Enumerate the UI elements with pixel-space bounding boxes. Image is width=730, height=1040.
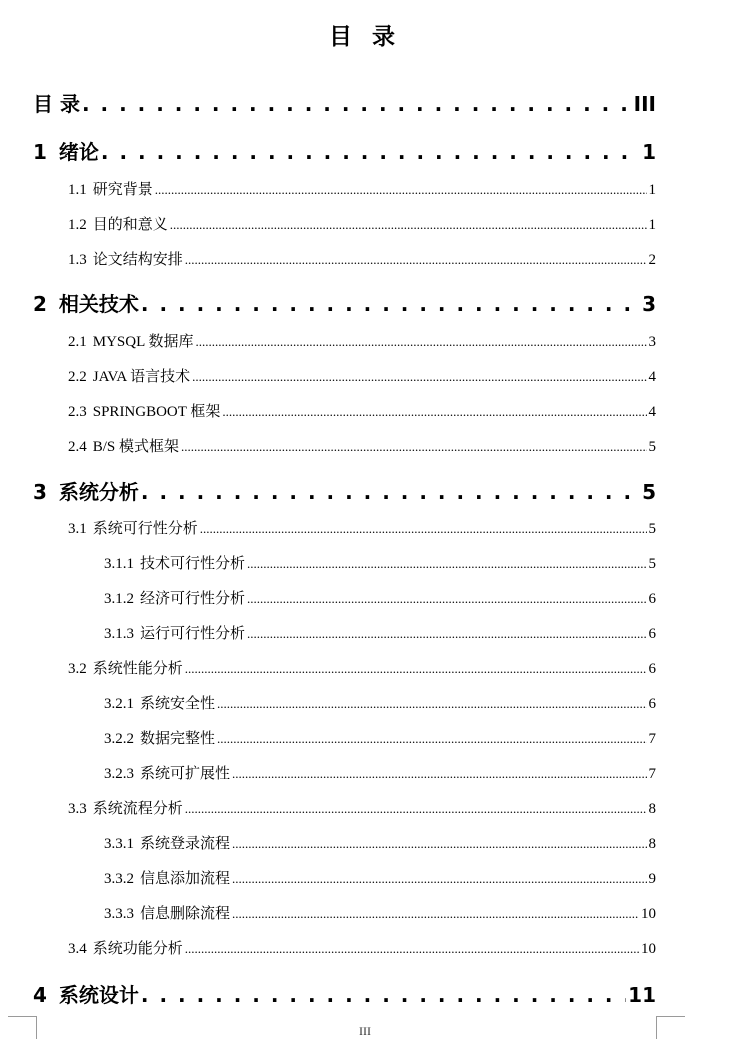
toc-entry[interactable]	[104, 832, 656, 854]
toc-entry-title: 系统安全性	[140, 696, 216, 712]
toc-entry-title: 系统功能分析	[92, 941, 183, 957]
toc-entry-title: 目的和意义	[92, 217, 168, 233]
toc-entry-title: 信息添加流程	[140, 871, 231, 887]
toc-entry-page-number: 4	[648, 369, 656, 385]
toc-entry[interactable]	[68, 435, 656, 457]
toc-entry[interactable]	[104, 692, 656, 714]
toc-entry-page-number: 5	[648, 439, 656, 455]
toc-entry-title: 信息删除流程	[140, 906, 231, 922]
toc-entry-page-number: 2	[648, 252, 656, 268]
toc-entry-title: 研究背景	[92, 182, 153, 198]
toc-leader-dots	[141, 983, 626, 1007]
toc-entry-page-number: 8	[648, 836, 656, 852]
toc-entry-page-number: 6	[648, 626, 656, 642]
footer-page-number: III	[359, 1024, 371, 1038]
toc-entry-number: 3.1	[68, 521, 87, 537]
toc-entry-number: 目 录	[33, 92, 80, 116]
toc-entry-number: 3.3	[68, 801, 87, 817]
toc-entry[interactable]	[68, 517, 656, 539]
toc-entry-title: SPRINGBOOT 框架	[92, 404, 221, 420]
toc-entry-title: 运行可行性分析	[140, 626, 246, 642]
toc-entry[interactable]	[33, 136, 656, 164]
toc-leader-dots	[247, 556, 646, 573]
toc-entry-number: 2.1	[68, 334, 87, 350]
toc-entry-title: 系统性能分析	[92, 661, 183, 677]
toc-entry-page-number: 10	[641, 906, 656, 922]
toc-entry-title: B/S 模式框架	[92, 439, 180, 455]
toc-entry[interactable]	[68, 657, 656, 679]
toc-entry[interactable]	[33, 979, 656, 1007]
toc-entry-number: 4	[33, 983, 47, 1007]
toc-entry[interactable]	[33, 288, 656, 316]
toc-entry[interactable]	[104, 727, 656, 749]
toc-entry-title: 经济可行性分析	[140, 591, 246, 607]
toc-leader-dots	[141, 292, 640, 316]
toc-entry-page-number: 1	[648, 217, 656, 233]
toc-leader-dots	[195, 334, 646, 351]
toc-entry[interactable]	[68, 937, 656, 959]
toc-entry-number: 3.3.2	[104, 871, 134, 887]
toc-entry-title: 数据完整性	[140, 731, 216, 747]
toc-entry-page-number: 7	[648, 731, 656, 747]
toc-entry[interactable]	[104, 552, 656, 574]
toc-entry-title: 系统登录流程	[140, 836, 231, 852]
toc-entry-number: 2.4	[68, 439, 87, 455]
toc-entry-page-number: 1	[642, 140, 656, 164]
toc-entry[interactable]	[104, 762, 656, 784]
toc-leader-dots	[101, 140, 640, 164]
toc-entry[interactable]	[104, 587, 656, 609]
toc-entry-number: 3.1.2	[104, 591, 134, 607]
toc-entry-title: 系统流程分析	[92, 801, 183, 817]
toc-entry-number: 3.2	[68, 661, 87, 677]
toc-entry-title: 系统可行性分析	[92, 521, 198, 537]
toc-entry-page-number: 6	[648, 696, 656, 712]
toc-entry-number: 1	[33, 140, 47, 164]
toc-entry-number: 2.3	[68, 404, 87, 420]
toc-entry-title: 绪论	[58, 140, 99, 164]
toc-leader-dots	[141, 480, 640, 504]
toc-entry[interactable]	[68, 365, 656, 387]
toc-entry-title: 相关技术	[58, 292, 139, 316]
toc-entry-title: 技术可行性分析	[140, 556, 246, 572]
toc-entry-page-number: 3	[642, 292, 656, 316]
toc-entry[interactable]	[33, 476, 656, 504]
toc-entry-number: 3.2.2	[104, 731, 134, 747]
toc-leader-dots	[232, 836, 646, 853]
toc-leader-dots	[192, 369, 646, 386]
toc-leader-dots	[170, 217, 647, 234]
toc-entry-number: 3.2.1	[104, 696, 134, 712]
toc-leader-dots	[232, 871, 646, 888]
toc-leader-dots	[185, 252, 647, 269]
toc-leader-dots	[185, 941, 639, 958]
toc-entry[interactable]	[104, 902, 656, 924]
toc-entry-page-number: 5	[648, 521, 656, 537]
toc-leader-dots	[185, 661, 647, 678]
toc-entry-number: 1.2	[68, 217, 87, 233]
toc-entry-page-number: 4	[648, 404, 656, 420]
toc-leader-dots	[185, 801, 647, 818]
toc-entry-number: 2	[33, 292, 47, 316]
toc-leader-dots	[232, 766, 646, 783]
toc-entry[interactable]	[68, 330, 656, 352]
toc-entry[interactable]	[33, 88, 656, 116]
toc-entry-number: 3.1.3	[104, 626, 134, 642]
toc-entry-number: 3.3.3	[104, 906, 134, 922]
toc-entry-page-number: 5	[642, 480, 656, 504]
toc-entry-number: 3.4	[68, 941, 87, 957]
toc-entry-page-number: 10	[641, 941, 656, 957]
toc-entry[interactable]	[68, 400, 656, 422]
page-title: 目 录	[328, 24, 401, 50]
toc-entry-title: JAVA 语言技术	[92, 369, 191, 385]
toc-leader-dots	[247, 591, 646, 608]
toc-entry-number: 1.3	[68, 252, 87, 268]
toc-entry-title: 系统可扩展性	[140, 766, 231, 782]
toc-entry[interactable]	[68, 248, 656, 270]
toc-leader-dots	[200, 521, 647, 538]
toc-entry-title: 系统设计	[58, 983, 139, 1007]
toc-entry-title: 系统分析	[58, 480, 139, 504]
toc-entry[interactable]	[68, 178, 656, 200]
toc-entry-page-number: 6	[648, 661, 656, 677]
toc-leader-dots	[247, 626, 646, 643]
toc-entry-title: 论文结构安排	[92, 252, 183, 268]
toc-leader-dots	[232, 906, 639, 923]
toc-entry[interactable]	[104, 867, 656, 889]
toc-leader-dots	[217, 731, 646, 748]
toc-leader-dots	[217, 696, 646, 713]
toc-entry-page-number: 6	[648, 591, 656, 607]
toc-entry[interactable]	[104, 622, 656, 644]
toc-entry[interactable]	[68, 797, 656, 819]
toc-leader-dots	[181, 439, 646, 456]
toc-entry-number: 3.2.3	[104, 766, 134, 782]
toc-entry-number: 1.1	[68, 182, 87, 198]
toc-entry-page-number: 11	[628, 983, 656, 1007]
toc-entry-page-number: 7	[648, 766, 656, 782]
toc-entry-page-number: 5	[648, 556, 656, 572]
toc-entry-page-number: 9	[648, 871, 656, 887]
toc-entry-page-number: III	[633, 92, 656, 116]
toc-entry-number: 2.2	[68, 369, 87, 385]
toc-entry-page-number: 8	[648, 801, 656, 817]
toc-entry-title: MYSQL 数据库	[92, 334, 194, 350]
toc-entry-page-number: 1	[648, 182, 656, 198]
toc-leader-dots	[82, 92, 632, 116]
toc-entry-page-number: 3	[648, 334, 656, 350]
toc-entry-number: 3	[33, 480, 47, 504]
toc-leader-dots	[222, 404, 646, 421]
toc-leader-dots	[155, 182, 647, 199]
toc-entry-number: 3.3.1	[104, 836, 134, 852]
toc-entry-number: 3.1.1	[104, 556, 134, 572]
toc-entry[interactable]	[68, 213, 656, 235]
